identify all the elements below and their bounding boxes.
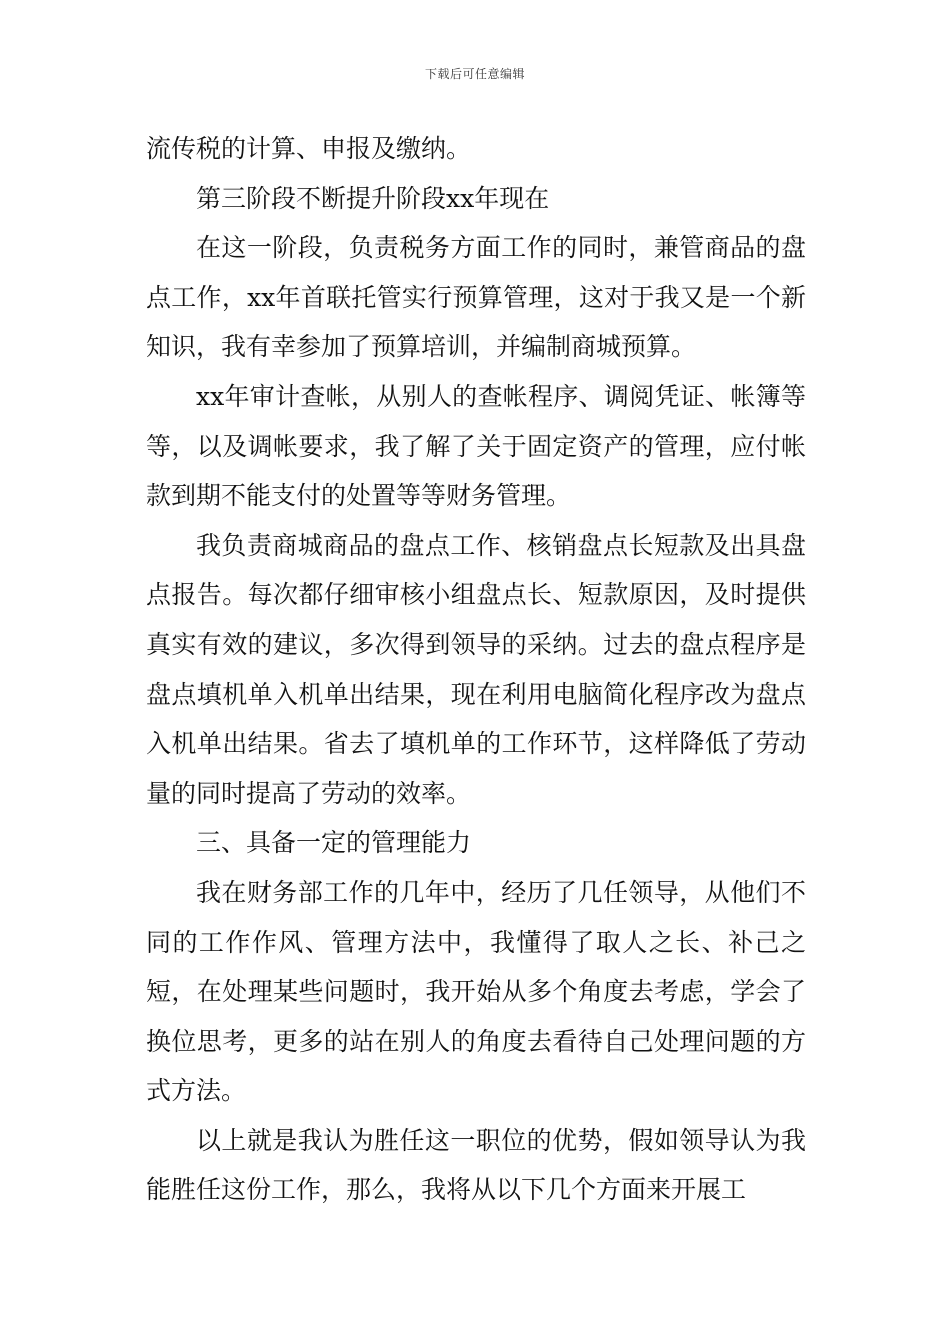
paragraph-continuation: 流传税的计算、申报及缴纳。 [146, 134, 472, 163]
paragraph-stage-three-heading: 第三阶段不断提升阶段xx年现在 [196, 183, 550, 213]
paragraph-inventory: 我负责商城商品的盘点工作、核销盘点长短款及出具盘点报告。每次都仔细审核小组盘点长、短款原因，及时提供真实有效的建议，多次得到领导的采纳。过去的盘点程序是盘点填机单入机单出结果，现在利用电脑简化程序改为盘点入机单出结果。省去了填机单的工作环节，这样降低了劳动量的同时提高了劳动的效率。 [146, 530, 806, 808]
paragraph-audit: xx年审计查帐，从别人的查帐程序、调阅凭证、帐簿等等，以及调帐要求，我了解了关于固定资产的管理，应付帐款到期不能支付的处置等等财务管理。 [146, 381, 806, 511]
paragraph-conclusion: 以上就是我认为胜任这一职位的优势，假如领导认为我能胜任这份工作，那么，我将从以下几个方面来开展工 [146, 1125, 806, 1205]
paragraph-management: 我在财务部工作的几年中，经历了几任领导，从他们不同的工作作风、管理方法中，我懂得了取人之长、补己之短，在处理某些问题时，我开始从多个角度去考虑，学会了换位思考，更多的站在别人的角度去看待自己处理问题的方式方法。 [146, 877, 806, 1106]
header-note: 下载后可任意编辑 [424, 67, 525, 81]
document-body [146, 124, 806, 1215]
paragraph-budget: 在这一阶段，负责税务方面工作的同时，兼管商品的盘点工作，xx年首联托管实行预算管理，这对于我又是一个新知识，我有幸参加了预算培训，并编制商城预算。 [146, 233, 806, 362]
section-heading-management: 三、具备一定的管理能力 [196, 828, 472, 858]
